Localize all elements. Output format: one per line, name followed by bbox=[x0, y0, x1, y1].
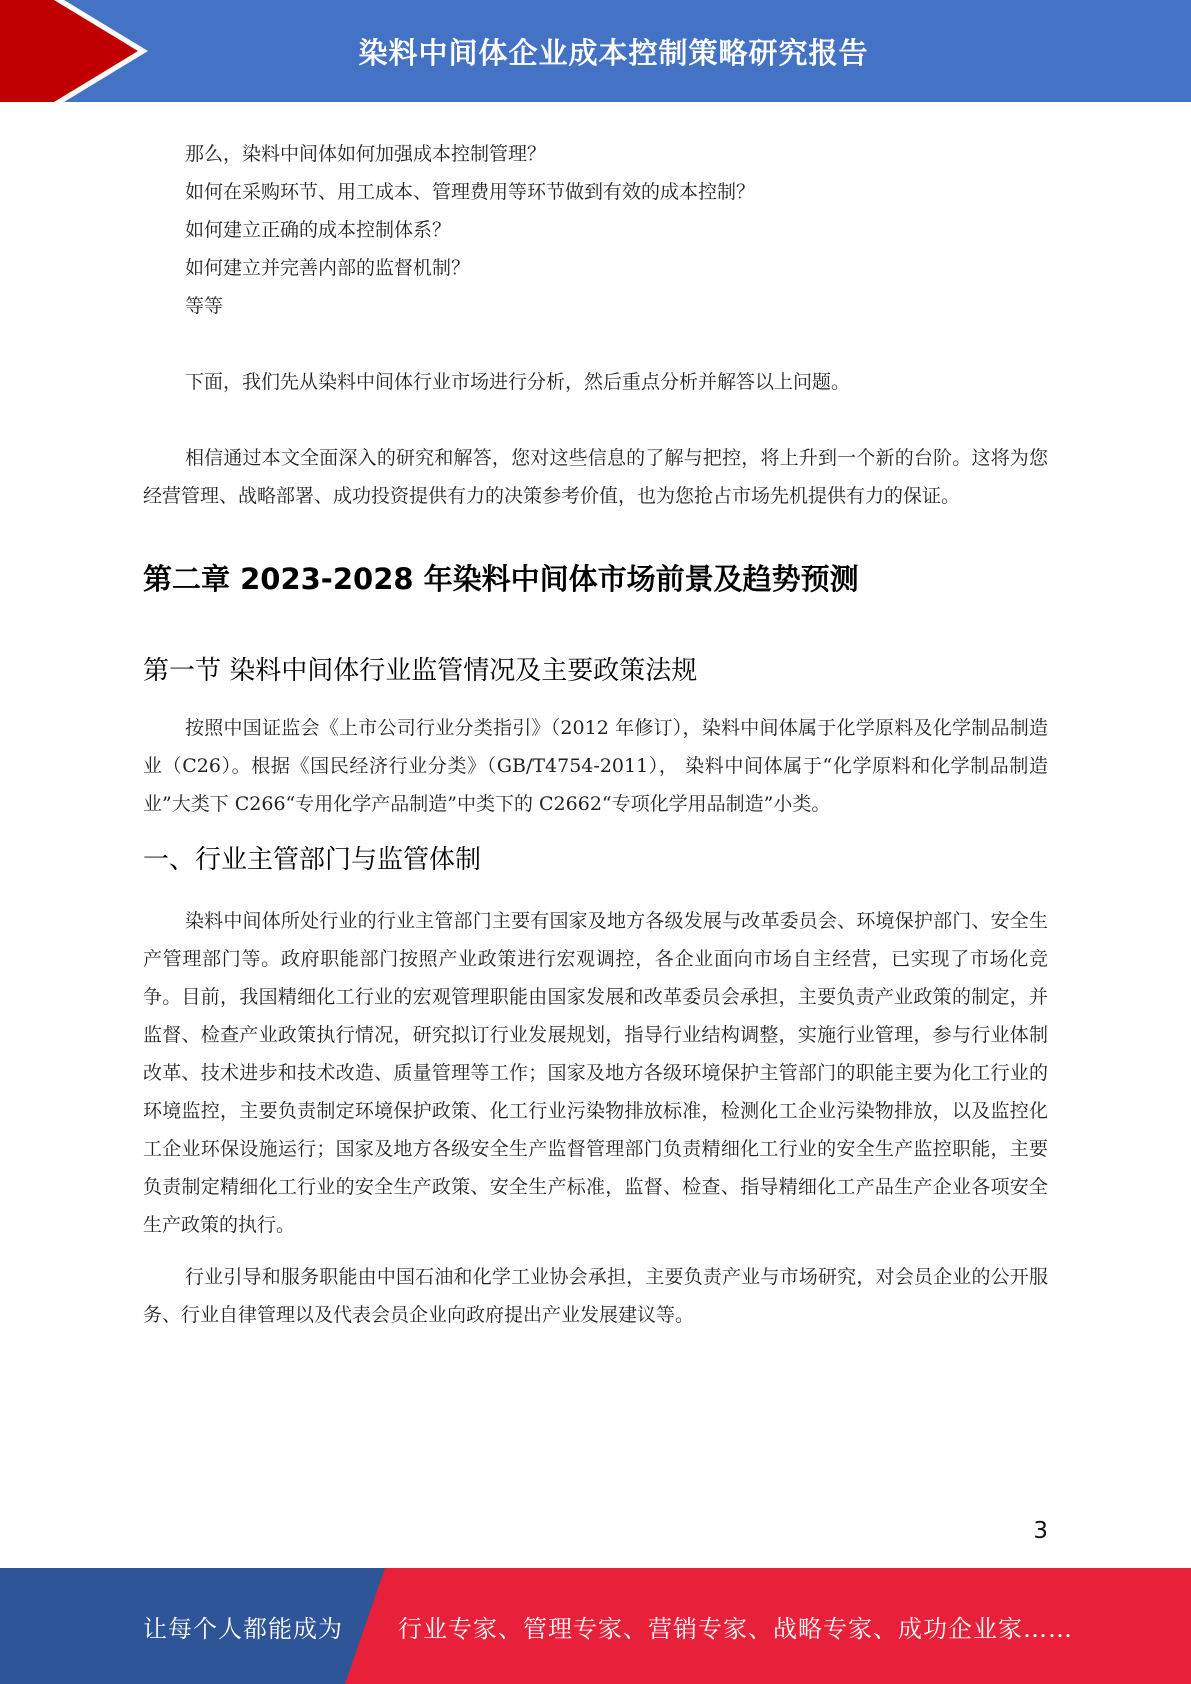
intro-paragraph: 相信通过本文全面深入的研究和解答，您对这些信息的了解与把控，将上升到一个新的台阶。这将为您经营管理、战略部署、成功投资提供有力的决策参考价值，也为您抢占市场先机提供有力的保证。 bbox=[143, 447, 1048, 507]
question-line: 那么，染料中间体如何加强成本控制管理？ bbox=[185, 143, 547, 165]
header-title: 染料中间体企业成本控制策略研究报告 bbox=[358, 35, 869, 70]
page-header bbox=[0, 0, 1191, 110]
footer-slogan-left: 让每个人都能成为 bbox=[143, 1614, 343, 1643]
subsection-paragraph: 染料中间体所处行业的行业主管部门主要有国家及地方各级发展与改革委员会、环境保护部门、安全生产管理部门等。政府职能部门按照产业政策进行宏观调控，各企业面向市场自主经营，已实现了市场化竞争。目前，我国精细化工行业的宏观管理职能由国家发展和改革委员会承担，主要负责产业政策的制定，并监督、检查产业政策执行情况，研究拟订行业发展规划，指导行业结构调整，实施行业管理，参与行业体制改革、技术进步和技术改造、质量管理等工作；国家及地方各级环境保护主管部门的职能主要为化工行业的环境监控，主要负责制定环境保护政策、化工行业污染物排放标准，检测化工企业污染物排放，以及监控化工企业环保设施运行；国家及地方各级安全生产监督管理部门负责精细化工行业的安全生产监控职能，主要负责制定精细化工行业的安全生产政策、安全生产标准，监督、检查、指导精细化工产品生产企业各项安全生产政策的执行。 bbox=[143, 910, 1048, 1236]
page-number: 3 bbox=[1033, 1518, 1048, 1544]
section-title: 第一节 染料中间体行业监管情况及主要政策法规 bbox=[143, 656, 698, 686]
question-line: 如何在采购环节、用工成本、管理费用等环节做到有效的成本控制？ bbox=[185, 181, 756, 203]
question-line: 等等 bbox=[185, 295, 224, 317]
page-footer bbox=[0, 1568, 1191, 1684]
section-paragraph: 按照中国证监会《上市公司行业分类指引》（2012 年修订），染料中间体属于化学原料及化学制品制造业（C26）。根据《国民经济行业分类》（GB/T4754-2011）， 染料中间体属于“化学原料和化学制品制造业”大类下 C266“专用化学产品制造”中类下的 C2662“专项化学用品制造”小类。 bbox=[143, 717, 1048, 815]
question-line: 如何建立正确的成本控制体系？ bbox=[185, 219, 452, 241]
page-content bbox=[143, 135, 1048, 1334]
intro-paragraph: 下面，我们先从染料中间体行业市场进行分析，然后重点分析并解答以上问题。 bbox=[185, 371, 851, 393]
question-line: 如何建立并完善内部的监督机制？ bbox=[185, 257, 471, 279]
footer-slogan-right: 行业专家、管理专家、营销专家、战略专家、成功企业家…… bbox=[398, 1614, 1073, 1643]
subsection-paragraph: 行业引导和服务职能由中国石油和化学工业协会承担，主要负责产业与市场研究，对会员企业的公开服务、行业自律管理以及代表会员企业向政府提出产业发展建议等。 bbox=[143, 1266, 1048, 1326]
subsection-title: 一、行业主管部门与监管体制 bbox=[143, 845, 482, 875]
chapter-title: 第二章 2023-2028 年染料中间体市场前景及趋势预测 bbox=[143, 562, 859, 596]
